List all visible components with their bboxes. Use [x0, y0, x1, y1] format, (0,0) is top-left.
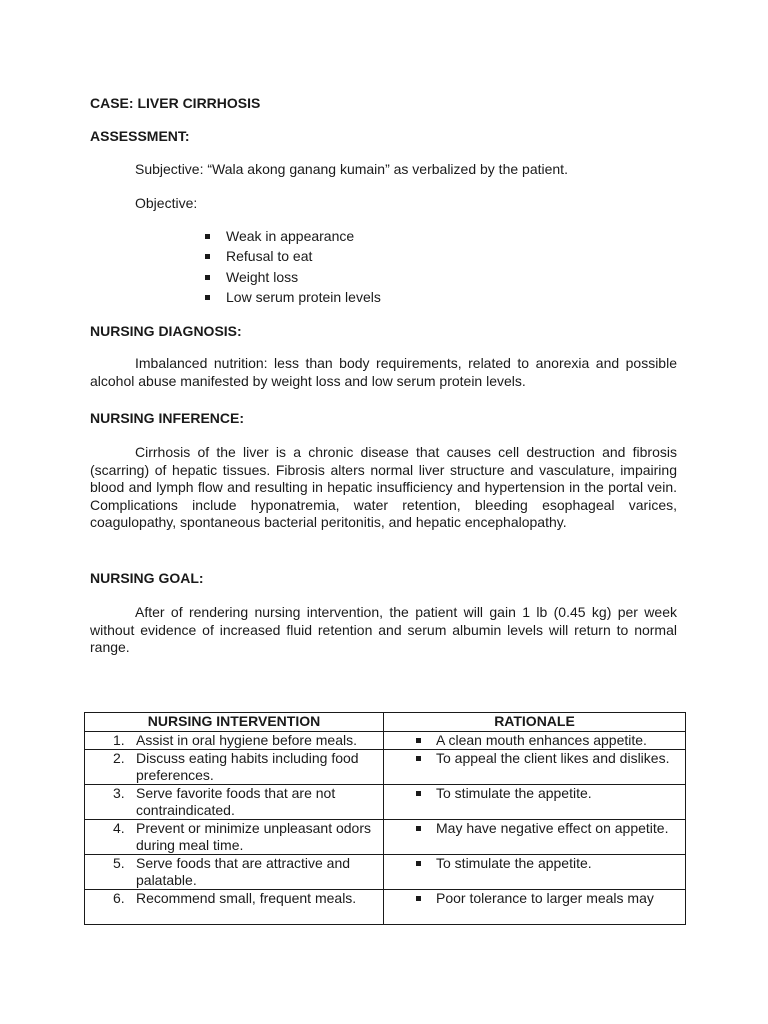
intervention-cell	[85, 750, 384, 785]
row-number: 2.	[113, 750, 125, 766]
intervention-text: Recommend small, frequent meals.	[136, 890, 357, 906]
nursing-goal-text: After of rendering nursing intervention, the patient will gain 1 lb (0.45 kg) per week without evidence of increased fluid retention and serum albumin levels will return to normal range.	[90, 604, 677, 655]
rationale-cell	[384, 820, 686, 855]
intervention-text: Assist in oral hygiene before meals.	[136, 732, 357, 748]
table-row	[85, 785, 686, 820]
bullet-square	[416, 738, 421, 743]
table-row	[85, 732, 686, 750]
rationale-cell	[384, 750, 686, 785]
nursing-goal-heading: NURSING GOAL:	[90, 570, 204, 586]
rationale-cell	[384, 855, 686, 890]
intervention-text: Prevent or minimize unpleasant odors during meal time.	[136, 820, 372, 853]
intervention-cell	[85, 732, 384, 750]
rationale-text: Poor tolerance to larger meals may	[436, 890, 654, 906]
intervention-text: Serve favorite foods that are not contraindicated.	[136, 785, 336, 818]
row-number: 4.	[113, 820, 125, 836]
bullet-square	[416, 826, 421, 831]
rationale-cell	[384, 890, 686, 925]
intervention-table	[84, 712, 686, 925]
subjective-statement: Subjective: “Wala akong ganang kumain” as verbalized by the patient.	[135, 161, 568, 177]
intervention-text: Serve foods that are attractive and palatable.	[136, 855, 351, 888]
table-header-row	[85, 713, 686, 732]
table-row	[85, 890, 686, 925]
bullet-square	[416, 791, 421, 796]
rationale-text: May have negative effect on appetite.	[436, 820, 669, 836]
objective-item: Weight loss	[205, 267, 381, 287]
row-number: 1.	[113, 732, 125, 748]
nursing-inference-text: Cirrhosis of the liver is a chronic disease that causes cell destruction and fibrosis (scarring) of hepatic tissues. Fibrosis alters normal liver structure and vasculature, impairing blood and lymph flow and resulting in hepatic insufficiency and hypertension in the portal vein. Complications include hyponatremia, water retention, bleeding esophageal varices, coagulopathy, spontaneous bacterial peritonitis, and hepatic encephalopathy.	[90, 444, 677, 530]
nursing-inference-heading: NURSING INFERENCE:	[90, 410, 245, 426]
bullet-square	[416, 896, 421, 901]
bullet-square	[416, 756, 421, 761]
objective-label: Objective:	[135, 195, 198, 211]
case-title: CASE: LIVER CIRRHOSIS	[90, 95, 261, 111]
assessment-heading: ASSESSMENT:	[90, 128, 190, 144]
rationale-column-header: RATIONALE	[384, 713, 686, 732]
table-row	[85, 855, 686, 890]
intervention-column-header: NURSING INTERVENTION	[85, 713, 384, 732]
rationale-text: To stimulate the appetite.	[436, 855, 592, 871]
rationale-text: A clean mouth enhances appetite.	[436, 732, 647, 748]
table-row	[85, 820, 686, 855]
objective-list	[205, 226, 381, 307]
intervention-text: Discuss eating habits including food preferences.	[136, 750, 359, 783]
table-row	[85, 750, 686, 785]
intervention-cell	[85, 785, 384, 820]
bullet-square	[416, 861, 421, 866]
row-number: 6.	[113, 890, 125, 906]
intervention-cell	[85, 855, 384, 890]
nursing-diagnosis-text: Imbalanced nutrition: less than body requirements, related to anorexia and possible alcohol abuse manifested by weight loss and low serum protein levels.	[90, 355, 677, 389]
rationale-text: To appeal the client likes and dislikes.	[436, 750, 670, 766]
intervention-cell	[85, 820, 384, 855]
objective-item: Refusal to eat	[205, 246, 381, 266]
intervention-cell	[85, 890, 384, 925]
rationale-text: To stimulate the appetite.	[436, 785, 592, 801]
nursing-diagnosis-heading: NURSING DIAGNOSIS:	[90, 323, 242, 339]
objective-item: Weak in appearance	[205, 226, 381, 246]
rationale-cell	[384, 732, 686, 750]
objective-item: Low serum protein levels	[205, 287, 381, 307]
row-number: 3.	[113, 785, 125, 801]
row-number: 5.	[113, 855, 125, 871]
rationale-cell	[384, 785, 686, 820]
